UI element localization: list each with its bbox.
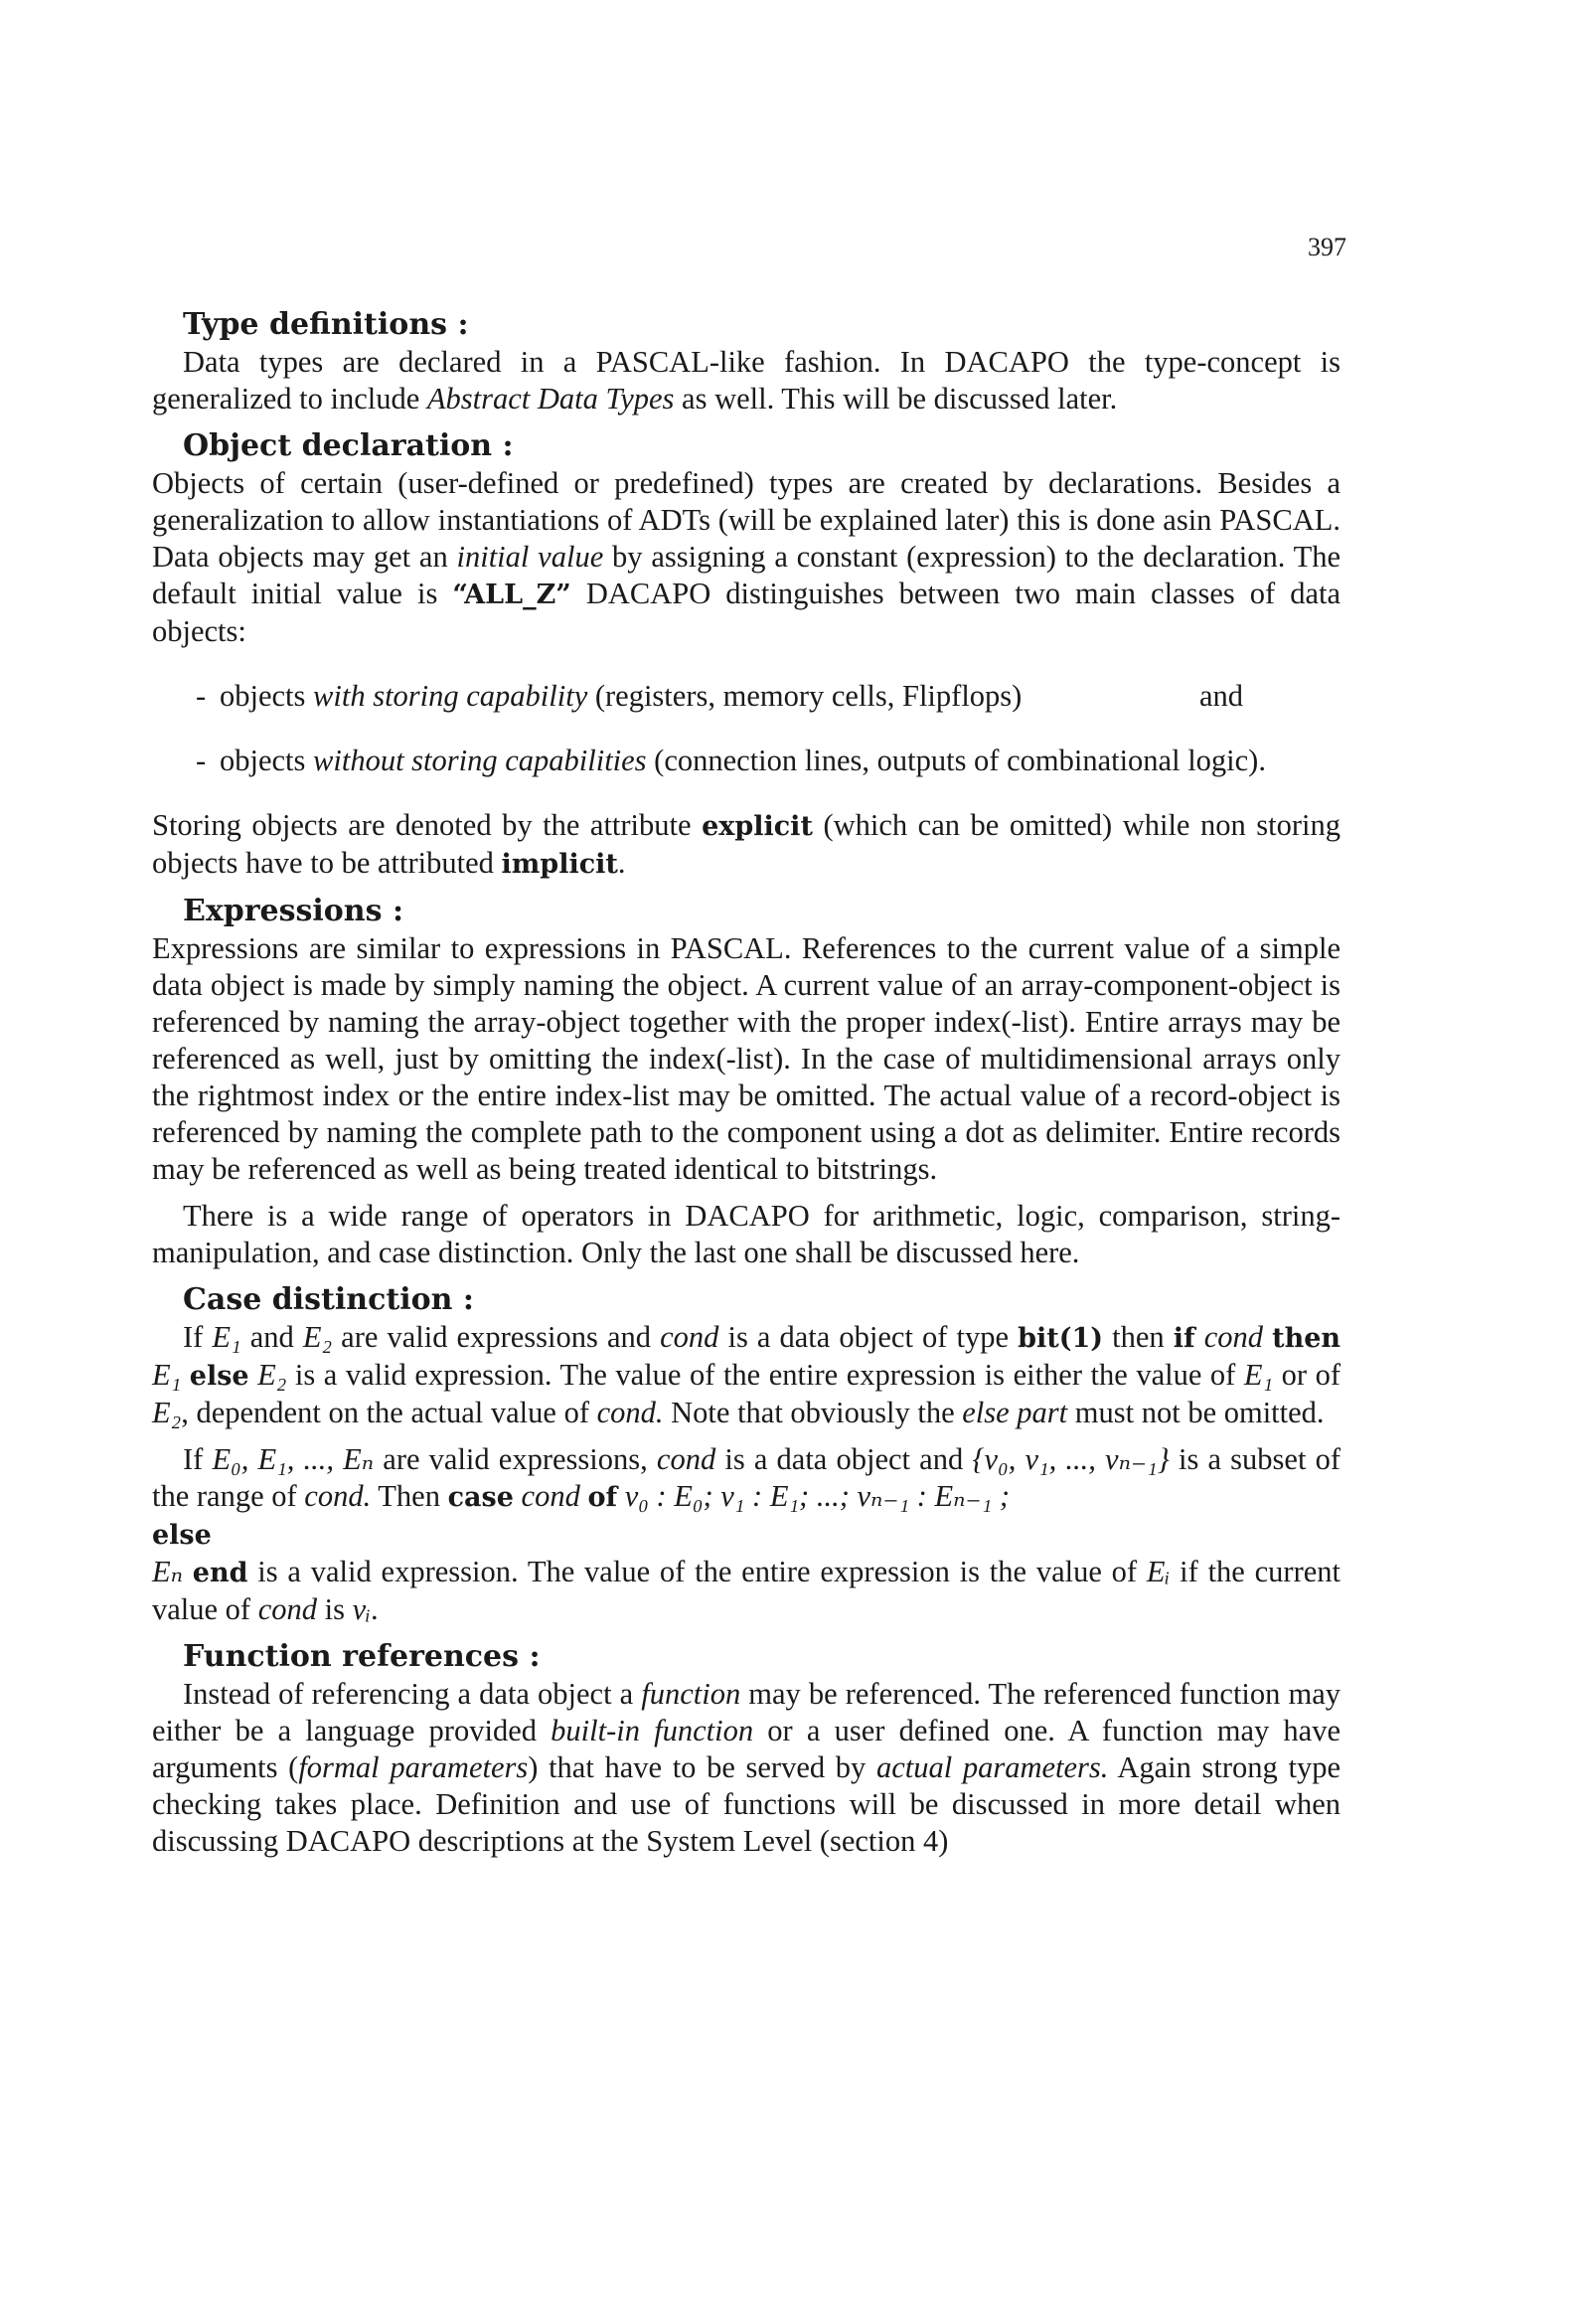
paragraph-function-references: Instead of referencing a data object a function may be referenced. The referenced function may either be a language provided built-in function or a user defined one. A function may have arguments (formal parameters) that have to be served by actual parameters. Again strong type checking takes place. Definition and use of functions will be discussed in more detail when discussing DACAPO descriptions at the System Level (section 4) (152, 1677, 1341, 1858)
paragraph-object-declaration: Objects of certain (user-defined or predefined) types are created by declarations. Besides a generalization to allow instantiations of ADTs (will be explained later) this is done asin PASCAL. Data objects may get an initial value by assigning a constant (expression) to the declaration. The default initial value is “ALL_Z” DACAPO distinguishes between two main classes of data objects: (152, 466, 1341, 648)
storage-class-list (152, 678, 1340, 779)
page-body (152, 298, 1340, 1870)
heading-function-references: Function references : (183, 1639, 541, 1674)
page-number: 397 (1308, 233, 1346, 261)
paragraph-type-definitions: Data types are declared in a PASCAL-like fashion. In DACAPO the type-concept is generalized to include Abstract Data Types as well. This will be discussed later. (152, 345, 1340, 415)
paragraph-operators: There is a wide range of operators in DACAPO for arithmetic, logic, comparison, string-manipulation, and case distinction. Only the last one shall be discussed here. (152, 1199, 1340, 1269)
list-item: - objects without storing capabilities (connection lines, outputs of combinational logic). (196, 744, 1266, 777)
heading-expressions: Expressions : (183, 894, 404, 928)
heading-object-declaration: Object declaration : (183, 428, 514, 463)
paragraph-case-of: If E₀, E₁, ..., Eₙ are valid expressions, cond is a data object and {v₀, v₁, ..., vₙ₋₁} is a subset of the range of cond. Then case cond of v₀ : E₀; v₁ : E₁; ...; vₙ₋₁ : Eₙ₋₁ ; else Eₙ end is a valid expression. The value of the entire expression is the value of Eᵢ if the current value of cond is vᵢ. (152, 1442, 1341, 1626)
paragraph-expressions: Expressions are similar to expressions in PASCAL. References to the current value of a simple data object is made by simply naming the object. A current value of an array-component-object is referenced by naming the array-object together with the proper index(-list). Entire arrays may be referenced as well, just by omitting the index(-list). In the case of multidimensional arrays only the rightmost index or the entire index-list may be omitted. The actual value of a record-object is referenced by naming the complete path to the component using a dot as delimiter. Entire records may be referenced as well as being treated identical to bitstrings. (152, 931, 1340, 1186)
paragraph-if-then-else: If E₁ and E₂ are valid expressions and cond is a data object of type bit(1) then if cond then E₁ else E₂ is a valid expression. The value of the entire expression is either the value of E₁ or of E₂, dependent on the actual value of cond. Note that obviously the else part must not be omitted. (152, 1320, 1341, 1429)
list-item: - objects with storing capability (registers, memory cells, Flipflops) and (196, 679, 1243, 713)
heading-type-definitions: Type definitions : (183, 307, 469, 342)
heading-case-distinction: Case distinction : (183, 1282, 474, 1317)
paragraph-storing-objects: Storing objects are denoted by the attribute explicit (which can be omitted) while non storing objects have to be attributed implicit. (152, 808, 1340, 880)
